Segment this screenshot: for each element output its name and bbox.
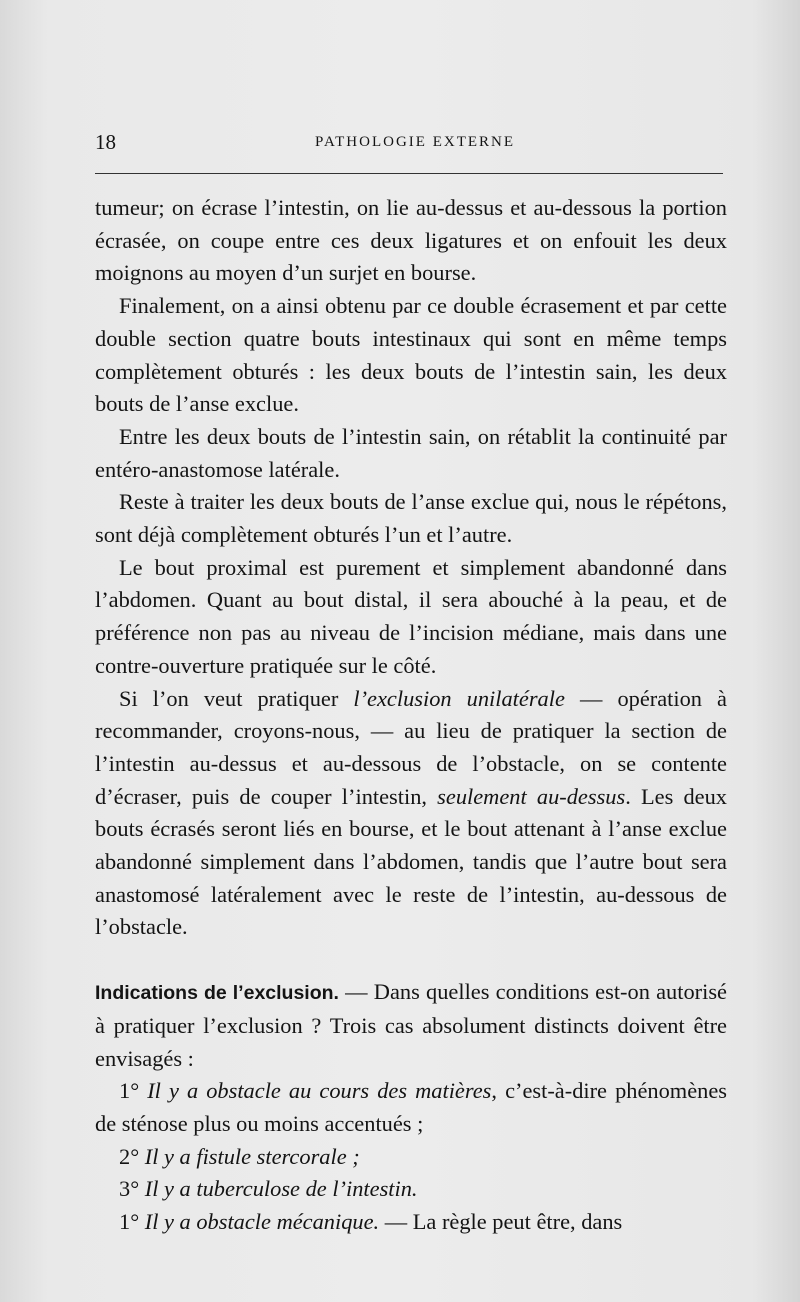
list-item [95, 1206, 727, 1239]
paragraph: Finalement, on a ainsi obtenu par ce double écrasement et par cette double section quatre bouts intestinaux qui sont en même temps complètement obturés : les deux bouts de l’intestin sain, les deux bouts de l’anse exclue. [95, 293, 727, 417]
section-heading: Indications de l’exclusion. [95, 982, 339, 1005]
list-item [95, 1141, 727, 1174]
text-run: — La règle peut être, dans [379, 1209, 623, 1235]
text-run: . Les deux bouts écrasés seront liés en bourse, et le bout attenant à l’anse exclue abandonné simplement dans l’abdomen, tandis que l’autre bout sera anastomosé latéralement avec le reste de l’intestin, au-dessous de l’obstacle. [95, 783, 727, 940]
text-run: — Dans quelles conditions est-on autorisé à pratiquer l’exclusion ? Trois cas absolument distincts doivent être envisagés : [95, 979, 727, 1071]
italic-phrase: Il y a obstacle au cours des matières [147, 1078, 492, 1104]
italic-phrase: Il y a tuberculose de l’intestin. [144, 1176, 418, 1202]
paragraph: Entre les deux bouts de l’intestin sain, on rétablit la continuité par entéro-anastomose latérale. [95, 423, 727, 482]
text-run: Si l’on veut pratiquer [119, 685, 354, 711]
italic-phrase: l’exclusion unilatérale [353, 685, 565, 711]
list-number: 2° [119, 1143, 145, 1169]
list-number: 1° [119, 1209, 145, 1235]
italic-phrase: Il y a obstacle mécanique. [144, 1209, 380, 1235]
header-rule [95, 173, 723, 174]
paragraph: Le bout proximal est purement et simplement abandonné dans l’abdomen. Quant au bout distal, il sera abouché à la peau, et de préférence non pas au niveau de l’incision médiane, mais dans une contre-ouverture pratiquée sur le côté. [95, 554, 727, 678]
page-header [95, 130, 725, 156]
paragraph: Reste à traiter les deux bouts de l’anse exclue qui, nous le répétons, sont déjà complètement obturés l’un et l’autre. [95, 489, 727, 548]
text-run: — opération à recommander, croyons-nous, — au lieu de pratiquer la section de l’intestin au-dessus et au-dessous de l’obstacle, on se contente d’écraser, puis de couper l’intestin, [95, 685, 727, 809]
body-text [95, 192, 727, 1239]
text-run: , c’est-à-dire phénomènes de sténose plus ou moins accentués ; [95, 1078, 727, 1136]
list-number: 3° [119, 1176, 145, 1202]
paragraph [95, 683, 727, 945]
list-item [95, 1173, 727, 1206]
section-spacer [95, 944, 727, 976]
italic-phrase: seulement au-dessus [437, 783, 626, 809]
list-number: 1° [119, 1078, 148, 1104]
page-number: 18 [95, 130, 116, 154]
running-title: PATHOLOGIE EXTERNE [315, 134, 516, 150]
italic-phrase: Il y a fistule stercorale ; [144, 1143, 360, 1169]
list-item [95, 1075, 727, 1140]
section-intro [95, 976, 727, 1075]
paragraph: tumeur; on écrase l’intestin, on lie au-dessus et au-dessous la portion écrasée, on coupe entre ces deux ligatures et on enfouit les deux moignons au moyen d’un surjet en bourse. [95, 195, 727, 286]
